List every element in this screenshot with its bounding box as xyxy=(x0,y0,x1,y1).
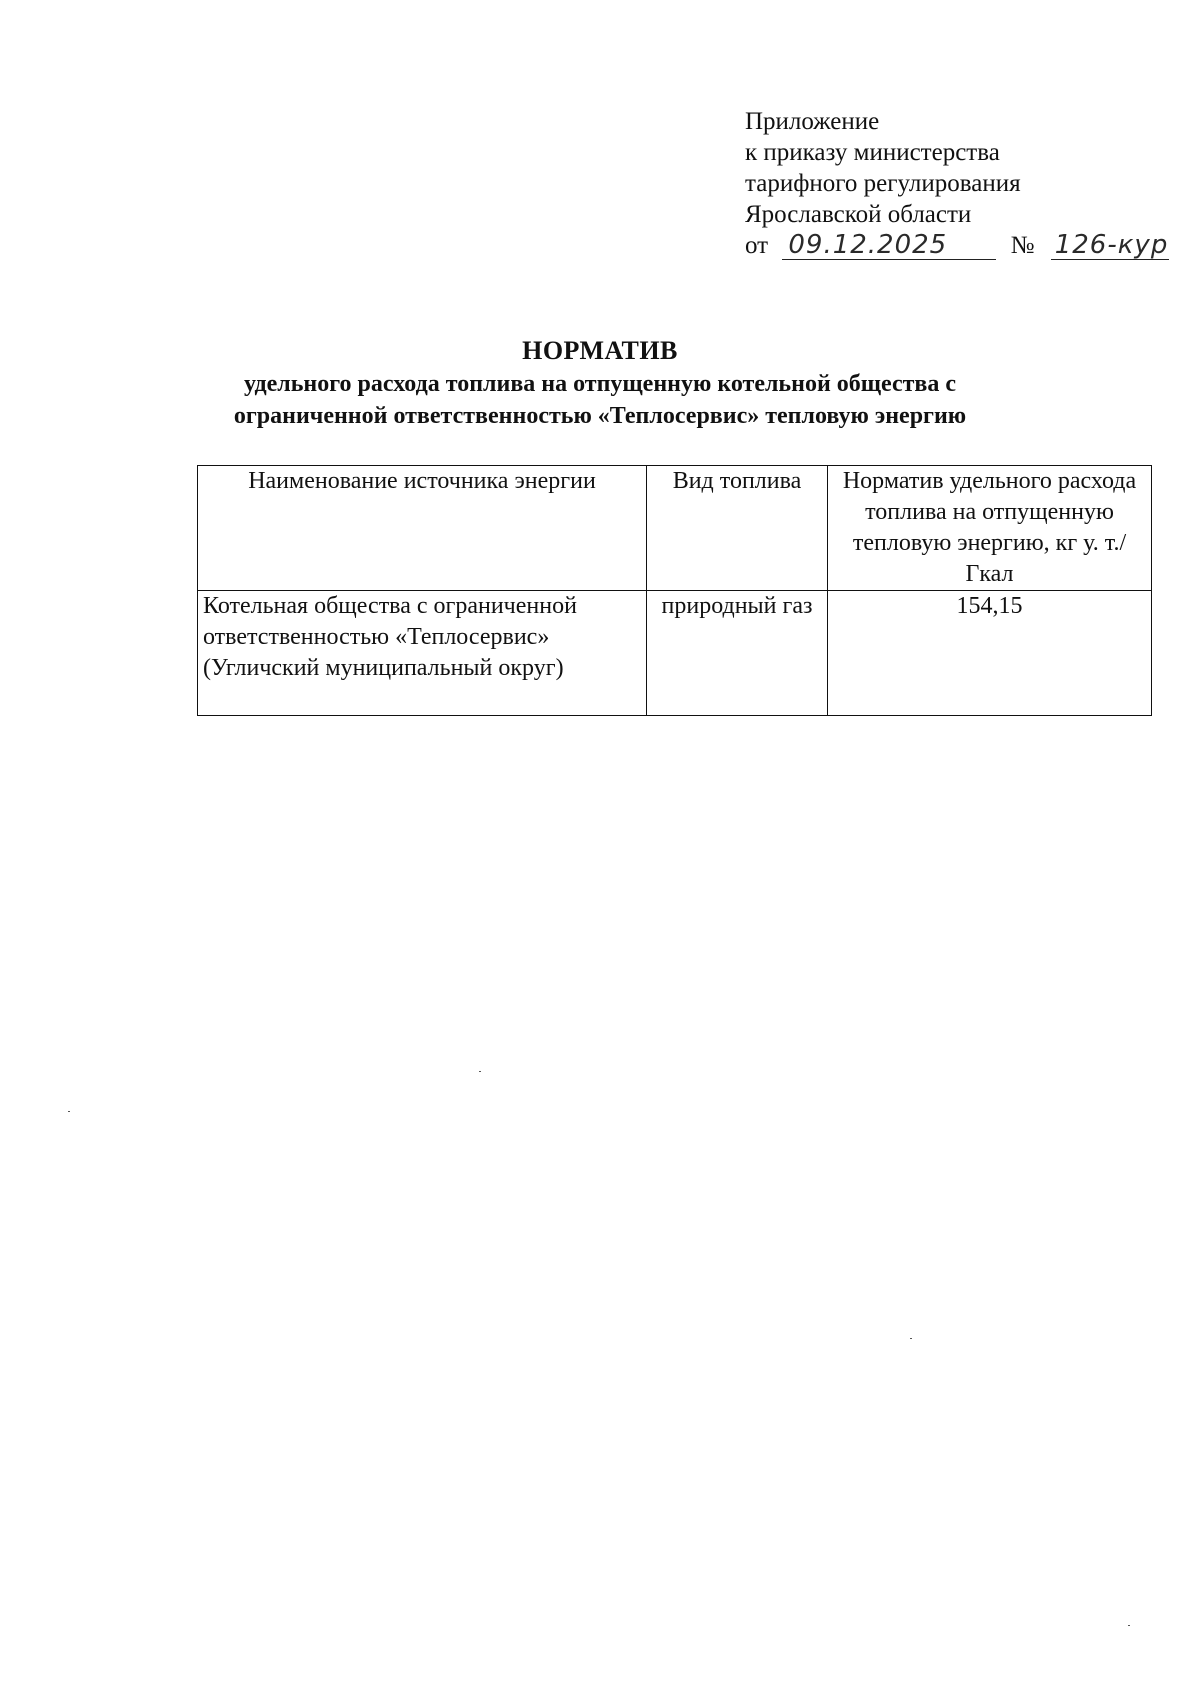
appendix-line-1: Приложение xyxy=(745,108,880,135)
header-fuel-type: Вид топлива xyxy=(647,466,828,591)
handwritten-order-number: 126-кур xyxy=(1051,231,1169,260)
appendix-line-4: Ярославской области xyxy=(745,201,972,228)
appendix-line-3: тарифного регулирования xyxy=(745,170,1021,197)
cell-fuel-type: природный газ xyxy=(647,591,828,716)
table-header-row xyxy=(198,466,1152,591)
date-prefix: от xyxy=(745,232,769,259)
scan-speck xyxy=(68,1111,70,1112)
order-date-line xyxy=(745,230,1169,261)
document-title: НОРМАТИВ xyxy=(522,336,678,365)
norm-table xyxy=(197,465,1152,716)
header-source-name: Наименование источника энергии xyxy=(198,466,647,591)
scan-speck xyxy=(1128,1625,1130,1626)
table-row xyxy=(198,591,1152,716)
scan-speck xyxy=(479,1071,481,1072)
header-norm-value: Норматив удельного расхода топлива на отпущенную тепловую энергию, кг у. т./ Гкал xyxy=(828,466,1152,591)
document-subtitle-line-1: удельного расхода топлива на отпущенную котельной общества с xyxy=(243,371,957,397)
handwritten-date: 09.12.2025 xyxy=(782,231,996,260)
document-subtitle-line-2: ограниченной ответственностью «Теплосервис» тепловую энергию xyxy=(233,403,967,429)
cell-source-name: Котельная общества с ограниченной ответственностью «Теплосервис» (Угличский муниципальный округ) xyxy=(198,591,647,716)
cell-norm-value: 154,15 xyxy=(828,591,1152,716)
number-prefix: № xyxy=(1010,232,1035,259)
document-title-block xyxy=(0,334,1200,432)
scan-speck xyxy=(910,1338,912,1339)
appendix-line-2: к приказу министерства xyxy=(745,139,1000,166)
appendix-block xyxy=(745,106,1169,261)
